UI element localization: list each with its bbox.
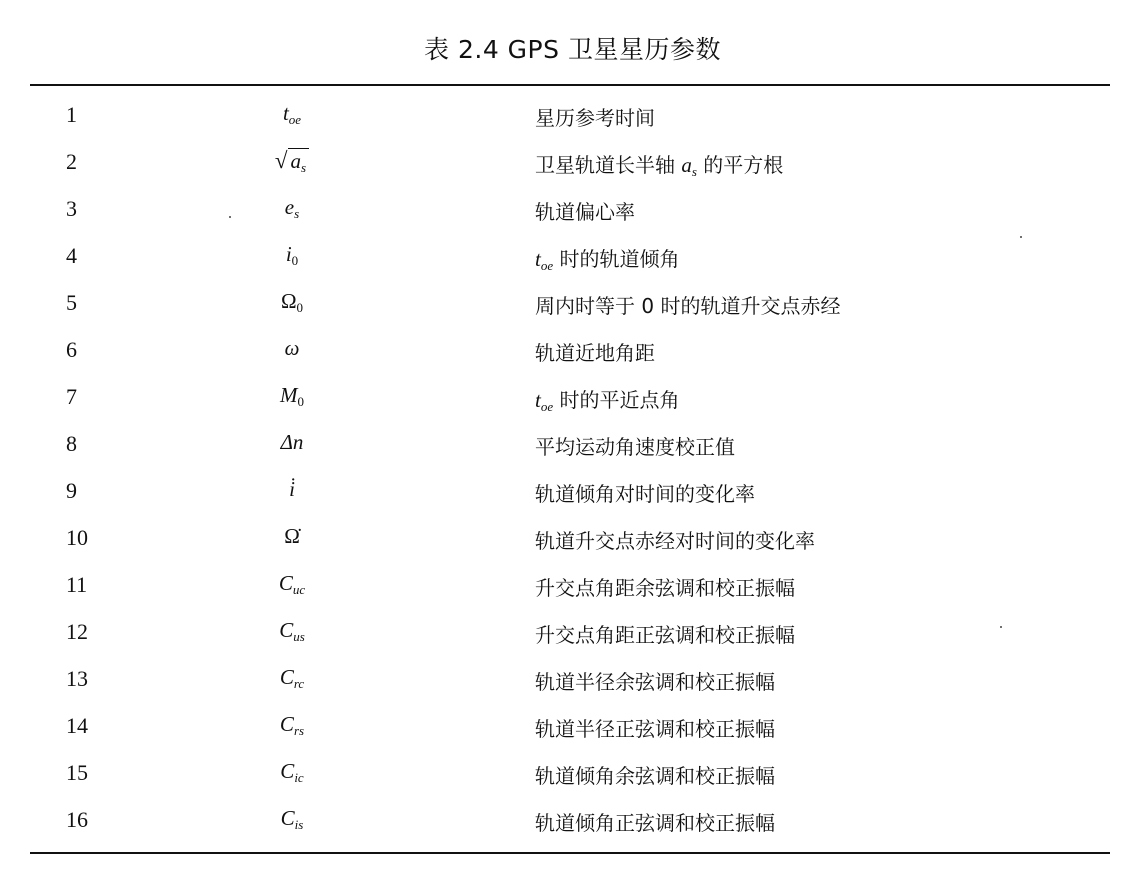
row-number: 10 — [66, 525, 88, 550]
row-description: 卫星轨道长半轴 $a_s$ 的平方根 — [535, 153, 784, 179]
row-number: 6 — [66, 337, 77, 362]
row-description: 轨道半径余弦调和校正振幅 — [535, 670, 775, 694]
row-number: 3 — [66, 196, 77, 221]
row-description: 周内时等于 0 时的轨道升交点赤经 — [535, 294, 841, 318]
row-description: 轨道半径正弦调和校正振幅 — [535, 717, 775, 741]
row-description: 轨道倾角对时间的变化率 — [535, 482, 755, 506]
table-row — [0, 803, 1145, 850]
table-row — [0, 756, 1145, 803]
row-symbol: $i_0$ — [285, 242, 299, 268]
row-symbol: $C_{is}$ — [280, 806, 304, 832]
row-symbol: ω — [284, 336, 300, 360]
row-number: 8 — [66, 431, 77, 456]
table-row — [0, 239, 1145, 286]
row-symbol: $t_{oe}$ — [282, 101, 302, 127]
row-number: 12 — [66, 619, 88, 644]
row-number: 11 — [66, 572, 88, 597]
table-top-rule — [30, 84, 1110, 86]
table-row — [0, 145, 1145, 192]
table-row — [0, 474, 1145, 521]
row-description: 轨道近地角距 — [535, 341, 655, 365]
row-description: 平均运动角速度校正值 — [535, 435, 735, 459]
table-row — [0, 709, 1145, 756]
scan-speck — [229, 216, 231, 218]
row-number: 1 — [66, 102, 77, 127]
row-description: $t_{oe}$ 时的平近点角 — [535, 388, 680, 414]
table-row — [0, 192, 1145, 239]
table-row — [0, 333, 1145, 380]
row-description: 星历参考时间 — [535, 106, 655, 130]
row-symbol: $C_{ic}$ — [280, 759, 304, 785]
row-symbol: √ $a_s$ — [227, 148, 357, 176]
table-bottom-rule — [30, 852, 1110, 854]
row-number: 7 — [66, 384, 77, 409]
table-row — [0, 615, 1145, 662]
row-number: 5 — [66, 290, 77, 315]
row-description: $t_{oe}$ 时的轨道倾角 — [535, 247, 680, 273]
table-row — [0, 98, 1145, 145]
table-row — [0, 568, 1145, 615]
row-number: 14 — [66, 713, 88, 738]
scan-speck — [1000, 626, 1002, 628]
scan-speck — [1020, 236, 1022, 238]
row-description: 轨道倾角正弦调和校正振幅 — [535, 811, 775, 835]
row-symbol: $e_s$ — [284, 195, 300, 221]
row-description: 轨道升交点赤经对时间的变化率 — [535, 529, 815, 553]
table-row — [0, 380, 1145, 427]
row-symbol: $C_{uc}$ — [278, 571, 306, 597]
row-number: 9 — [66, 478, 77, 503]
table-row — [0, 662, 1145, 709]
row-number: 2 — [66, 149, 77, 174]
table-row — [0, 521, 1145, 568]
row-number: 15 — [66, 760, 88, 785]
row-description: 升交点角距余弦调和校正振幅 — [535, 576, 795, 600]
row-description: 轨道倾角余弦调和校正振幅 — [535, 764, 775, 788]
row-symbol: $M_0$ — [280, 383, 304, 409]
row-symbol: $C_{rc}$ — [279, 665, 305, 691]
row-description: 轨道偏心率 — [535, 200, 635, 224]
row-symbol: $C_{rs}$ — [279, 712, 305, 738]
row-symbol: $C_{us}$ — [279, 618, 305, 644]
table-row — [0, 427, 1145, 474]
row-number: 4 — [66, 243, 77, 268]
row-description: 升交点角距正弦调和校正振幅 — [535, 623, 795, 647]
table-title: 表 2.4 GPS 卫星星历参数 — [424, 35, 721, 64]
row-symbol: Ω̇ — [284, 524, 300, 548]
row-number: 13 — [66, 666, 88, 691]
row-symbol: $\Omega_0$ — [280, 289, 304, 315]
row-number: 16 — [66, 807, 88, 832]
table-row — [0, 286, 1145, 333]
row-symbol: i̇ — [289, 477, 295, 501]
row-symbol: Δn — [280, 430, 304, 454]
